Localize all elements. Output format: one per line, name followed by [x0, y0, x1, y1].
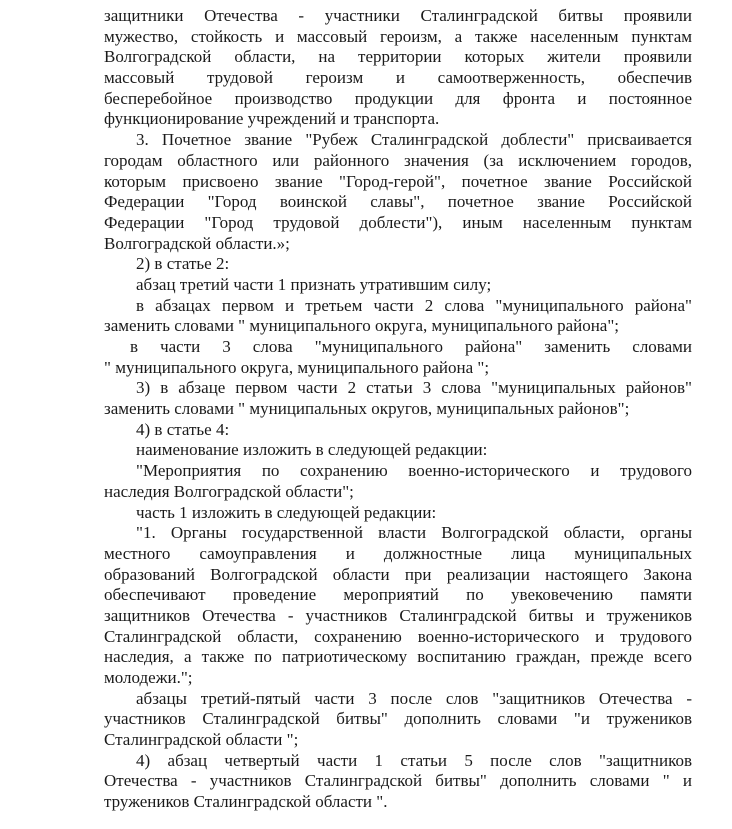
text-line: Федерации "Город воинской славы", почетное звание Российской — [104, 192, 692, 212]
text-line: 3. Почетное звание "Рубеж Сталинградской доблести" присваивается — [136, 130, 692, 150]
paragraph — [104, 275, 692, 296]
paragraph — [104, 254, 692, 275]
paragraph — [104, 6, 692, 130]
text-line: абзацы третий-пятый части 3 после слов "защитников Отечества - — [136, 688, 692, 708]
paragraph — [104, 461, 692, 502]
text-line: которым присвоено звание "Город-герой", почетное звание Российской — [104, 171, 692, 191]
text-line: Волгоградской области.»; — [104, 233, 290, 253]
text-line: в абзацах первом и третьем части 2 слова "муниципального района" — [136, 295, 692, 315]
paragraph — [104, 503, 692, 524]
text-line: образований Волгоградской области при реализации настоящего Закона — [104, 564, 692, 584]
text-line: наименование изложить в следующей редакции: — [136, 440, 488, 460]
text-line: в части 3 слова "муниципального района" заменить словами — [130, 337, 692, 356]
text-line: заменить словами " муниципальных округов, муниципальных районов"; — [104, 399, 630, 419]
paragraph — [104, 523, 692, 689]
text-line: наследия Волгоградской области"; — [104, 481, 354, 501]
text-line: Сталинградской области, сохранению военно-исторического и трудового — [104, 626, 692, 646]
paragraph — [104, 130, 692, 254]
text-line: Федерации "Город трудовой доблести"), иным населенным пунктам — [104, 212, 692, 232]
text-line: часть 1 изложить в следующей редакции: — [136, 502, 437, 522]
text-line: 4) в статье 4: — [136, 419, 230, 439]
text-line: мужество, стойкость и массовый героизм, а также населенным пунктам — [104, 26, 692, 46]
paragraph — [104, 751, 692, 813]
text-line: Волгоградской области, на территории которых жители проявили — [104, 47, 692, 67]
paragraph — [104, 440, 692, 461]
paragraph — [104, 420, 692, 441]
text-line: 4) абзац четвертый части 1 статьи 5 после слов "защитников — [136, 750, 692, 770]
text-line: 2) в статье 2: — [136, 254, 230, 274]
text-line: Сталинградской области "; — [104, 730, 299, 750]
text-line: обеспечивают проведение мероприятий по увековечению памяти — [104, 585, 692, 605]
text-line: участников Сталинградской битвы" дополнить словами "и тружеников — [104, 709, 692, 729]
text-line: функционирование учреждений и транспорта. — [104, 109, 440, 129]
text-line: 3) в абзаце первом части 2 статьи 3 слова "муниципальных районов" — [136, 378, 692, 398]
paragraph — [104, 378, 692, 419]
text-line: тружеников Сталинградской области ". — [104, 792, 388, 812]
text-line: "Мероприятия по сохранению военно-исторического и трудового — [136, 461, 692, 481]
text-line: молодежи."; — [104, 668, 193, 687]
paragraph — [104, 296, 692, 337]
text-line: "1. Органы государственной власти Волгоградской области, органы — [136, 523, 692, 543]
text-line: бесперебойное производство продукции для фронта и постоянное — [104, 88, 692, 108]
text-line: " муниципального округа, муниципального района "; — [104, 357, 490, 377]
text-line: массовый трудовой героизм и самоотверженность, обеспечив — [104, 68, 692, 88]
text-line: местного самоуправления и должностные лица муниципальных — [104, 543, 692, 563]
document-page — [104, 6, 692, 813]
paragraph — [104, 337, 692, 378]
text-line: Отечества - участников Сталинградской битвы" дополнить словами " и — [104, 771, 692, 791]
text-line: заменить словами " муниципального округа, муниципального района"; — [104, 316, 620, 336]
text-line: защитников Отечества - участников Сталинградской битвы и тружеников — [104, 605, 692, 625]
text-line: абзац третий части 1 признать утратившим силу; — [136, 274, 492, 294]
text-line: наследия, а также по патриотическому воспитанию граждан, прежде всего — [104, 647, 692, 667]
text-line: защитники Отечества - участники Сталинградской битвы проявили — [104, 6, 692, 25]
paragraph — [104, 689, 692, 751]
text-line: городам областного или районного значения (за исключением городов, — [104, 150, 692, 170]
